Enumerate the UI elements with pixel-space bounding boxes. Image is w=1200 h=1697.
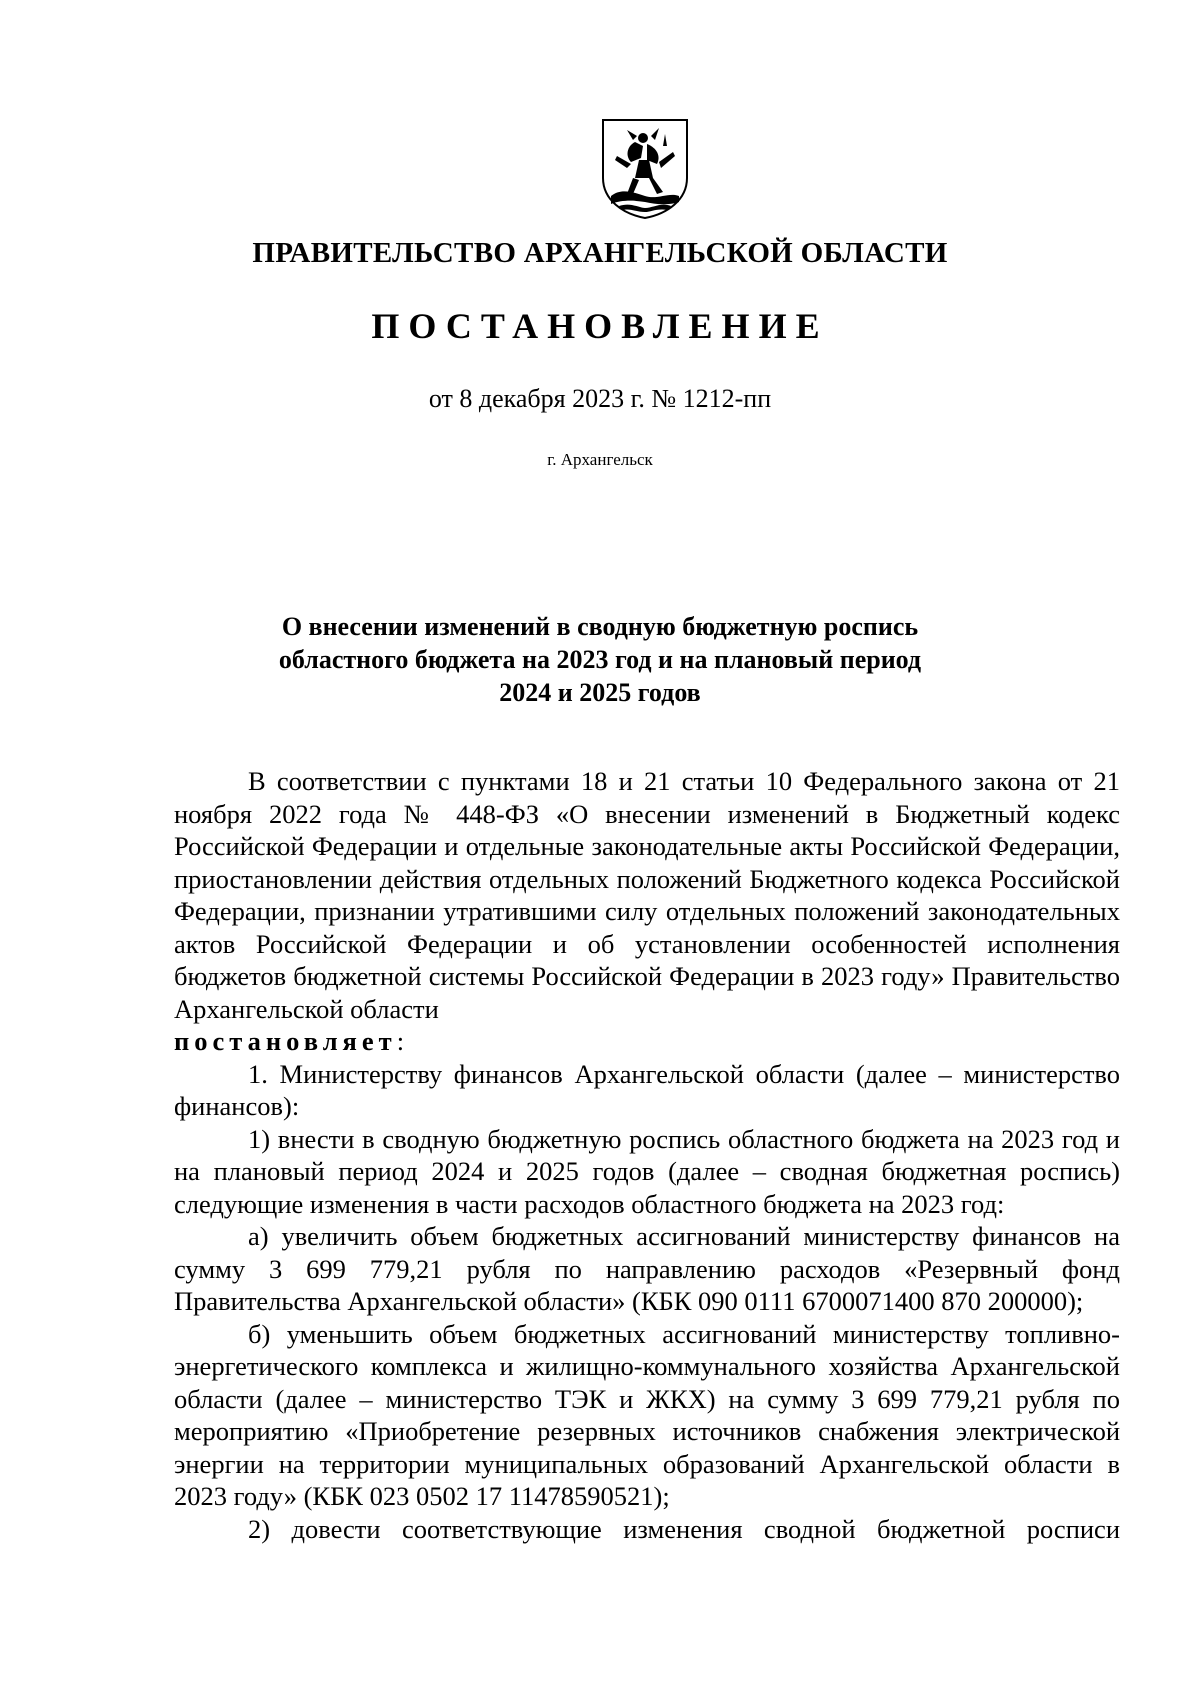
document-title (0, 610, 1200, 709)
title-line-2: областного бюджета на 2023 год и на плановый период (278, 645, 922, 674)
preamble-text: В соответствии с пунктами 18 и 21 статьи 10 Федерального закона от 21 ноября 2022 года № 448-ФЗ «О внесении изменений в Бюджетный кодекс Российской Федерации и отдельные законодательные акты Российской Федерации, приостановлении действия отдельных положений Бюджетного кодекса Российской Федерации, признании утратившими силу отдельных положений законодательных актов Российской Федерации и об установлении особенностей исполнения бюджетов бюджетной системы Российской Федерации в 2023 году» Правительство Архангельской области (174, 766, 1120, 1024)
document-body (174, 765, 1120, 1545)
item-1-2-paragraph: 2) довести соответствующие изменения сводной бюджетной росписи (248, 1513, 1120, 1544)
coat-of-arms-emblem (597, 116, 693, 220)
resolves-paragraph (174, 1025, 1120, 1058)
document-city: г. Архангельск (547, 450, 653, 469)
item-1-1b-paragraph: б) уменьшить объем бюджетных ассигнований министерству топливно-энергетического комплекса и жилищно-коммунального хозяйства Архангельской области (далее – министерство ТЭК и ЖКХ) на сумму 3 699 779,21 рубля по мероприятию «Приобретение резервных источников снабжения электрической энергии на территории муниципальных образований Архангельской области в 2023 году» (КБК 023 0502 17 11478590521); (174, 1318, 1120, 1511)
item-1-paragraph: 1. Министерству финансов Архангельской области (далее – министерство финансов): (174, 1058, 1120, 1121)
document-type: ПОСТАНОВЛЕНИЕ (371, 306, 829, 346)
title-line-1: О внесении изменений в сводную бюджетную роспись (281, 612, 919, 641)
preamble-paragraph (174, 765, 1120, 1025)
resolves-word: постановляет (174, 1026, 397, 1056)
government-name: ПРАВИТЕЛЬСТВО АРХАНГЕЛЬСКОЙ ОБЛАСТИ (252, 237, 948, 269)
item-1-1a-paragraph: а) увеличить объем бюджетных ассигнований министерству финансов на сумму 3 699 779,21 рубля по направлению расходов «Резервный фонд Правительства Архангельской области» (КБК 090 0111 6700071400 870 200000); (174, 1221, 1120, 1316)
document-date-number: от 8 декабря 2023 г. № 1212-пп (428, 384, 772, 413)
resolves-colon: : (396, 1026, 405, 1056)
item-1-1-paragraph: 1) внести в сводную бюджетную роспись областного бюджета на 2023 год и на плановый период 2024 и 2025 годов (далее – сводная бюджетная роспись) следующие изменения в части расходов областного бюджета на 2023 год: (174, 1123, 1120, 1219)
coat-of-arms-icon (597, 116, 693, 220)
title-line-3: 2024 и 2025 годов (499, 678, 701, 707)
